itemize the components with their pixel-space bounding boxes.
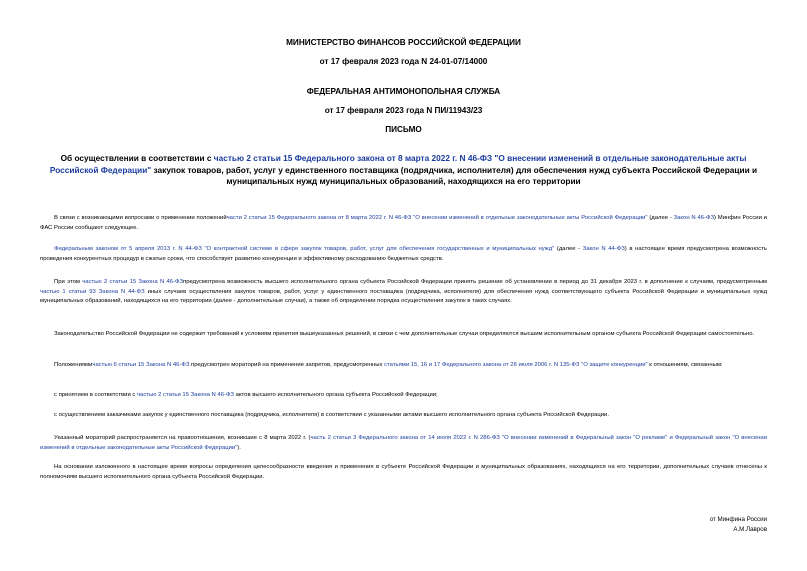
p2-law-44-link[interactable]: Федеральным законом от 5 апреля 2013 г. N 44-ФЗ "О контрактной системе в сфере закупок товаров, работ, услуг для обеспечения государственных и муниципальных нужд" <box>54 246 555 252</box>
paragraph-5 <box>40 361 767 371</box>
p6-text-2: актов высшего исполнительного органа субъекта Российской Федерации; <box>233 392 438 398</box>
p2-text-2: ) в настоящее время предусмотрена возможность проведения конкурентных процедур в сжатые сроки, что способствует развитию конкуренции и эффективному расходованию бюджетных средств. <box>40 246 767 262</box>
signature-name: А.М.Лавров <box>733 526 767 533</box>
p1-law-46-link[interactable]: Закон N 46-ФЗ <box>673 215 715 221</box>
paragraph-7 <box>40 411 767 421</box>
document-subject <box>40 153 767 188</box>
paragraph-3 <box>40 278 767 307</box>
p6-text-1: с принятием в соответствии с <box>54 392 137 398</box>
paragraph-1 <box>40 214 767 233</box>
p1-law-link[interactable]: части 2 статьи 15 Федерального закона от 8 марта 2022 г. N 46-ФЗ "О внесении изменений в отдельные законодательные акты Российской Федерации" <box>226 215 648 221</box>
p8-text-1: Указанный мораторий распространяется на правоотношения, возникшие с 8 марта 2022 г. ( <box>54 435 311 441</box>
service-letter-date: от 17 февраля 2023 года N ПИ/11943/23 <box>324 106 483 115</box>
ministry-title: МИНИСТЕРСТВО ФИНАНСОВ РОССИЙСКОЙ ФЕДЕРАЦИИ <box>286 38 521 47</box>
p1-text-3: ) Минфин России и ФАС России сообщают следующее. <box>40 215 767 231</box>
service-title: ФЕДЕРАЛЬНАЯ АНТИМОНОПОЛЬНАЯ СЛУЖБА <box>306 87 501 96</box>
paragraph-8 <box>40 434 767 453</box>
p8-text-2: ). <box>237 444 241 451</box>
p1-text-2: (далее - <box>647 215 674 221</box>
p8-law-286-link[interactable]: часть 2 статьи 3 Федерального закона от 14 июля 2022 г. N 286-ФЗ "О внесении изменений в Федеральный закон "О рекламе" и Федеральный закон "О внесении изменений в отдельные законодательные акты Российской Федерации" <box>40 435 767 451</box>
p2-law-44-short-link[interactable]: Закон N 44-ФЗ <box>582 246 625 252</box>
p4-text-1: Законодательство Российской Федерации не содержит требований к условиям принятия вышеуказанных решений, в связи с чем дополнительные случаи определяются высшим исполнительным органом субъекта Российской Федерации самостоятельно. <box>54 331 755 337</box>
paragraph-6 <box>40 391 767 401</box>
paragraph-9 <box>40 463 767 482</box>
paragraph-4 <box>40 330 767 340</box>
p3-text-1: При этом <box>54 279 83 285</box>
p5-text-3: к отношениям, связанным: <box>647 362 723 368</box>
document-type: ПИСЬМО <box>385 125 422 134</box>
subject-text-post: закупок товаров, работ, услуг у единственного поставщика (подрядчика, исполнителя) для обеспечения нужд субъекта Российской Федерации и муниципальных нужд муниципальных образований, находящихся на его территории <box>151 164 758 186</box>
p3-text-3: иных случаев осуществления закупок товаров, работ, услуг у единственного поставщика (подрядчика, исполнителя) для обеспечения нужд соответствующего субъекта Российской Федерации и муниципальных нужд муниципальных образований, находящихся на его территории (далее - дополнительные случаи), а также об определении порядка осуществления закупок в таких случаях. <box>40 288 768 305</box>
p9-text-1: На основании изложенного в настоящее время вопросы определения целесообразности введения и применения в субъекте Российской Федерации и муниципальных образованиях, находящихся на его территории, дополнительных случаев отнесены к полномочиям высшего исполнительного органа субъекта Российской Федерации. <box>40 464 767 480</box>
p7-text-1: с осуществлением заказчиками закупок у единственного поставщика (подрядчика, исполнителя) в соответствии с указанными актами высшего исполнительного органа субъекта Российской Федерации. <box>54 412 609 418</box>
p5-text-1: Положениями <box>54 362 93 368</box>
p3-law-46-link[interactable]: частью 2 статьи 15 Закона N 46-ФЗ <box>82 279 184 285</box>
p5-law-46-link[interactable]: частью 6 статьи 15 Закона N 46-ФЗ <box>92 362 190 368</box>
p5-law-135-link[interactable]: статьями 15, 16 и 17 Федерального закона от 26 июля 2006 г. N 135-ФЗ "О защите конкуренции" <box>384 362 648 368</box>
p1-text-1: В связи с возникающими вопросами о применении положений <box>54 215 227 221</box>
p3-text-2: предусмотрена возможность высшего исполнительного органа субъекта Российской Федерации принять решение об установлении в период до 31 декабря 2023 г. в дополнение к случаям, предусмотренным <box>183 279 767 285</box>
p3-law-44-link[interactable]: частью 1 статьи 93 Закона N 44-ФЗ <box>40 288 145 295</box>
p5-text-2: предусмотрен мораторий на применение запретов, предусмотренных <box>189 362 385 368</box>
subject-law-link[interactable]: частью 2 статьи 15 Федерального закона от 8 марта 2022 г. N 46-ФЗ "О внесении изменений в отдельные законодательные акты Российской Федерации" <box>49 153 747 175</box>
signature-org: от Минфина России <box>709 516 767 523</box>
paragraph-2 <box>40 245 767 264</box>
ministry-letter-date: от 17 февраля 2023 года N 24-01-07/14000 <box>319 57 488 66</box>
subject-text-pre: Об осуществлении в соответствии с <box>60 153 214 163</box>
p2-text-1: (далее - <box>554 246 583 252</box>
p6-law-46-link[interactable]: частью 2 статьи 15 Закона N 46-ФЗ <box>136 392 234 398</box>
